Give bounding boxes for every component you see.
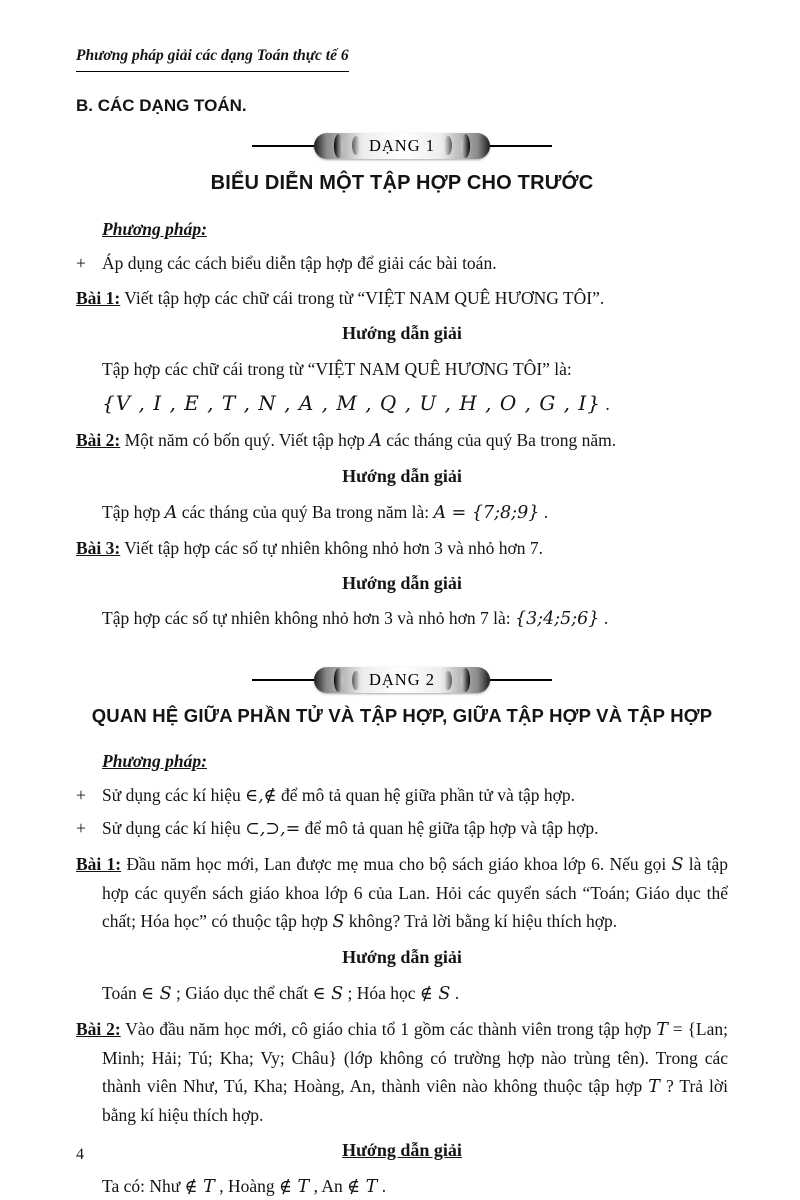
paren-right-icon <box>444 671 452 690</box>
math-set: {V , I , E , T , N , A , M , Q , U , H , O , G , I} <box>102 390 601 415</box>
problem-text: Một năm có bốn quý. Viết tập hợp <box>120 429 370 450</box>
math-expression: ∈ S <box>141 983 172 1004</box>
badge-capsule <box>314 133 490 159</box>
solution-text: , Hoàng <box>214 1175 279 1196</box>
solution-text: . <box>539 501 549 522</box>
problem-text: các tháng của quý Ba trong năm. <box>381 429 617 450</box>
solution-line <box>102 979 728 1008</box>
solution-heading: Hướng dẫn giải <box>342 322 462 343</box>
header-title: Phương pháp giải các dạng Toán thực tế 6 <box>76 44 349 72</box>
solution-text: ; Giáo dục thể chất <box>171 982 313 1003</box>
solution-heading-text: Hướng dẫn giải <box>342 1139 462 1160</box>
badge-left-rule <box>252 679 314 681</box>
problem-text: không? Trả lời bằng kí hiệu thích hợp. <box>344 910 618 931</box>
math-expression: A = {7;8;9} <box>433 502 540 523</box>
page-header <box>76 40 728 72</box>
bai-label: Bài 2: <box>76 429 121 450</box>
solution-text: Tập hợp <box>102 501 165 522</box>
bai-label: Bài 1: <box>76 853 122 874</box>
dang1-badge <box>76 133 728 159</box>
scroll-end-cap-icon <box>334 668 343 692</box>
dang2-badge <box>76 667 728 693</box>
scroll-end-cap-icon <box>461 668 470 692</box>
solution-heading: Hướng dẫn giải <box>342 465 462 486</box>
dang1-title: BIỂU DIỄN MỘT TẬP HỢP CHO TRƯỚC <box>210 171 594 194</box>
solution-text: , An <box>309 1175 348 1196</box>
math-expression: ∉ S <box>419 983 451 1004</box>
dang2-bai1-problem <box>76 850 728 936</box>
solution-heading: Hướng dẫn giải <box>342 946 462 967</box>
badge-left-rule <box>252 145 314 147</box>
dang2-bai2-problem <box>76 1015 728 1129</box>
badge-capsule <box>314 667 490 693</box>
dang2-method-item <box>76 781 728 810</box>
solution-heading <box>76 1136 728 1165</box>
bai-label: Bài 1: <box>76 287 121 308</box>
math-symbol: S <box>671 854 684 875</box>
dang1-method-label: Phương pháp: <box>102 218 207 239</box>
solution-line <box>102 498 728 527</box>
solution-set-line <box>102 387 728 419</box>
math-symbol: S <box>332 911 345 932</box>
math-expression: {3;4;5;6} <box>514 609 600 630</box>
math-symbol: ⊂,⊃,= <box>245 818 301 839</box>
method-text: Sử dụng các kí hiệu <box>102 784 246 805</box>
dang1-bai1-problem <box>76 284 728 312</box>
dang1-bai3-problem <box>76 534 728 562</box>
solution-heading: Hướng dẫn giải <box>342 572 462 593</box>
method-text: để mô tả quan hệ giữa phần tử và tập hợp. <box>276 784 576 805</box>
problem-text: Viết tập hợp các số tự nhiên không nhỏ hơn 3 và nhỏ hơn 7. <box>120 537 544 558</box>
badge-right-rule <box>490 679 552 681</box>
method-text: Sử dụng các kí hiệu <box>102 817 246 838</box>
problem-text: là tập hợp các quyển sách giáo khoa lớp 6 của Lan. Hỏi các quyển sách “Toán; Giáo dục thể chất; Hóa học” có thuộc tập hợp <box>102 853 728 931</box>
plus-bullet: + <box>76 817 86 838</box>
problem-text: ? Trả lời bằng kí hiệu thích hợp. <box>102 1075 728 1125</box>
method-item-text <box>102 781 728 810</box>
math-symbol: T <box>648 1076 660 1097</box>
solution-text: các tháng của quý Ba trong năm là: <box>177 501 434 522</box>
plus-bullet: + <box>76 784 86 805</box>
problem-text: Vào đầu năm học mới, cô giáo chia tổ 1 gồm các thành viên trong tập hợp <box>120 1018 657 1039</box>
solution-text: Tập hợp các số tự nhiên không nhỏ hơn 3 và nhỏ hơn 7 là: <box>102 608 515 629</box>
math-symbol: A <box>369 430 382 451</box>
solution-text: . <box>599 608 609 629</box>
page-number: 4 <box>76 1146 84 1164</box>
set-period: . <box>605 393 610 414</box>
math-expression: ∈ S <box>312 983 344 1004</box>
bai-label: Bài 3: <box>76 537 121 558</box>
problem-text: = {Lan; Minh; Hải; Tú; Kha; Vy; Châu} (lớp không có trường hợp nào trùng tên). Trong các thành viên Như, Tú, Kha; Hoàng, An, thành viên nào không thuộc tập hợp <box>102 1018 728 1096</box>
math-expression: ∉ T <box>184 1176 215 1197</box>
solution-text: . <box>450 982 460 1003</box>
plus-bullet: + <box>76 252 86 273</box>
method-item-text: Áp dụng các cách biểu diễn tập hợp để giải các bài toán. <box>102 252 497 273</box>
solution-line <box>102 604 728 633</box>
solution-line: Tập hợp các chữ cái trong từ “VIỆT NAM QUÊ HƯƠNG TÔI” là: <box>102 358 572 379</box>
math-expression: ∉ T <box>278 1176 310 1197</box>
math-expression: ∉ T <box>347 1176 378 1197</box>
paren-left-icon <box>352 136 360 155</box>
paren-left-icon <box>352 671 360 690</box>
problem-text: Đầu năm học mới, Lan được mẹ mua cho bộ sách giáo khoa lớp 6. Nếu gọi <box>121 853 672 874</box>
dang2-method-label: Phương pháp: <box>102 750 207 771</box>
scroll-end-cap-icon <box>334 134 343 158</box>
dang2-title: QUAN HỆ GIỮA PHẦN TỬ VÀ TẬP HỢP, GIỮA TẬP HỢP VÀ TẬP HỢP <box>91 705 713 727</box>
solution-text: ; Hóa học <box>343 982 420 1003</box>
method-item-text <box>102 814 728 843</box>
math-symbol: ∈,∉ <box>245 785 277 806</box>
dang1-badge-label: DẠNG 1 <box>368 135 436 155</box>
solution-text: Ta có: Như <box>102 1175 185 1196</box>
math-symbol: T <box>656 1019 668 1040</box>
solution-text: . <box>377 1175 387 1196</box>
bai-label: Bài 2: <box>76 1018 121 1039</box>
problem-text: Viết tập hợp các chữ cái trong từ “VIỆT NAM QUÊ HƯƠNG TÔI”. <box>120 287 605 308</box>
method-text: để mô tả quan hệ giữa tập hợp và tập hợp. <box>300 817 599 838</box>
dang1-method-item <box>76 249 728 277</box>
section-title: B. CÁC DẠNG TOÁN. <box>76 95 247 115</box>
badge-right-rule <box>490 145 552 147</box>
dang2-method-item <box>76 814 728 843</box>
paren-right-icon <box>444 136 452 155</box>
dang1-bai2-problem <box>76 426 728 455</box>
dang2-badge-label: DẠNG 2 <box>368 670 436 690</box>
scroll-end-cap-icon <box>461 134 470 158</box>
solution-text: Toán <box>102 982 142 1003</box>
solution-line <box>102 1172 728 1200</box>
math-symbol: A <box>164 502 178 523</box>
